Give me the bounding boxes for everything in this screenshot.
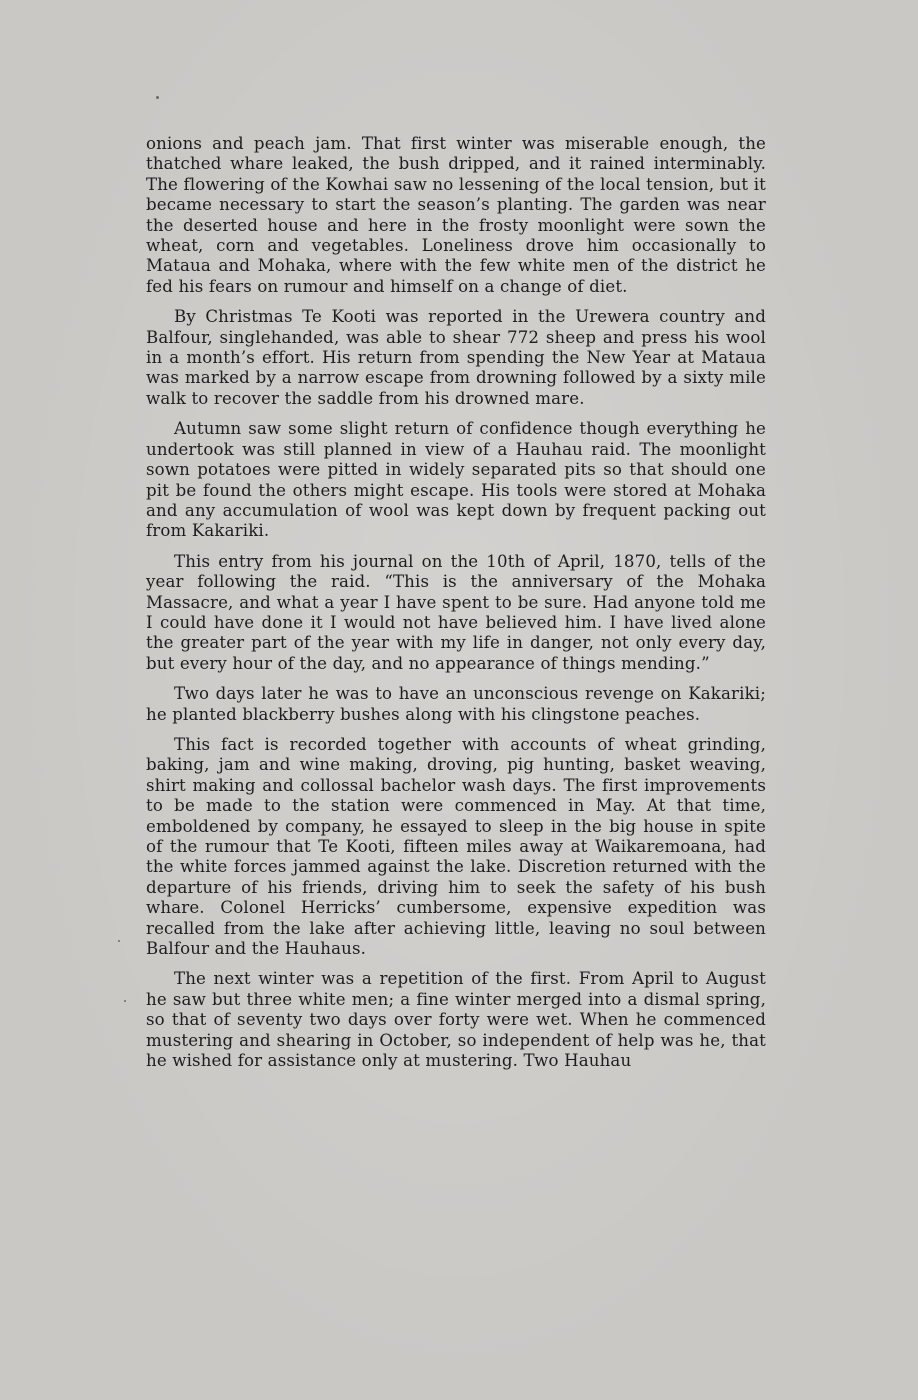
paragraph: Two days later he was to have an unconscious revenge on Kakariki; he planted blackberry bushes along with his clingstone peaches.: [146, 684, 766, 724]
paper-speck: [156, 96, 159, 99]
paragraph: By Christmas Te Kooti was reported in the Urewera country and Balfour, singlehanded, was able to shear 772 sheep and press his wool in a month’s effort. His return from spending the New Year at Mataua was marked by a narrow escape from drowning followed by a sixty mile walk to recover the saddle from his drowned mare.: [146, 307, 766, 408]
paragraph: The next winter was a repetition of the first. From April to August he saw but three white men; a fine winter merged into a dismal spring, so that of seventy two days over forty were wet. When he commenced mustering and shearing in October, so independent of help was he, that he wished for assistance only at mustering. Two Hauhau: [146, 969, 766, 1071]
body-text: [146, 134, 766, 1081]
paragraph: Autumn saw some slight return of confidence though everything he undertook was still planned in view of a Hauhau raid. The moonlight sown potatoes were pitted in widely separated pits so that should one pit be found the others might escape. His tools were stored at Mohaka and any accumulation of wool was kept down by frequent packing out from Kakariki.: [146, 419, 766, 541]
paper-speck: [118, 940, 120, 942]
paragraph: This entry from his journal on the 10th of April, 1870, tells of the year following the raid. “This is the anniversary of the Mohaka Massacre, and what a year I have spent to be sure. Had anyone told me I could have done it I would not have believed him. I have lived alone the greater part of the year with my life in danger, not only every day, but every hour of the day, and no appearance of things mending.”: [146, 551, 766, 673]
paragraph: This fact is recorded together with accounts of wheat grinding, baking, jam and wine making, droving, pig hunting, basket weaving, shirt making and collossal bachelor wash days. The first improvements to be made to the station were commenced in May. At that time, emboldened by company, he essayed to sleep in the big house in spite of the rumour that Te Kooti, fifteen miles away at Waikaremoana, had the white forces jammed against the lake. Discretion returned with the departure of his friends, driving him to seek the safety of his bush whare. Colonel Herricks’ cumbersome, expensive expedition was recalled from the lake after achieving little, leaving no soul between Balfour and the Hauhaus.: [146, 734, 766, 959]
paper-speck: [124, 1000, 126, 1002]
paragraph: onions and peach jam. That first winter was miserable enough, the thatched whare leaked, the bush dripped, and it rained interminably. The flowering of the Kowhai saw no lessening of the local tension, but it became necessary to start the season’s planting. The garden was near the deserted house and here in the frosty moonlight were sown the wheat, corn and vegetables. Loneliness drove him occasionally to Mataua and Mohaka, where with the few white men of the district he fed his fears on rumour and himself on a change of diet.: [146, 134, 766, 296]
